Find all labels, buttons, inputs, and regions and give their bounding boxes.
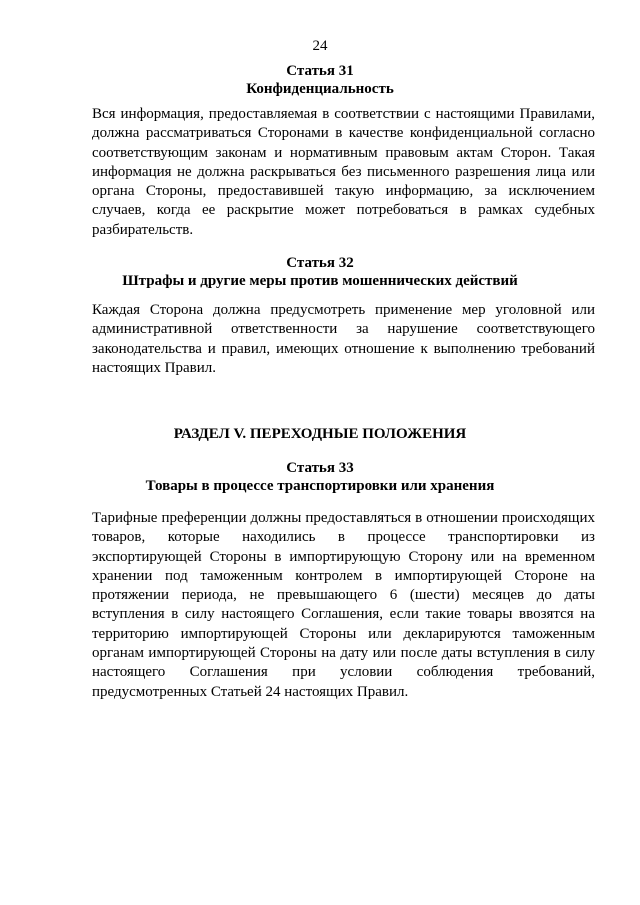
article-32-text: Каждая Сторона должна предусмотреть применение мер уголовной или административной ответственности за нарушение соответствующего законодательства и правил, имеющих отношение к выполнению требований настоящих Правил. xyxy=(92,302,595,376)
article-33-title: Товары в процессе транспортировки или хранения xyxy=(145,478,495,494)
article-32-heading xyxy=(0,254,640,290)
section-5-title: РАЗДЕЛ V. ПЕРЕХОДНЫЕ ПОЛОЖЕНИЯ xyxy=(173,426,467,442)
page-number: 24 xyxy=(312,38,328,54)
article-33-text: Тарифные преференции должны предоставляться в отношении происходящих товаров, которые находились в процессе транспортировки из экспортирующей Стороны в импортирующую Сторону или на временном хранении под таможенным контролем в импортирующей Стороне на протяжении периода, не превышающего 6 (шести) месяцев до даты вступления в силу настоящего Соглашения, если такие товары ввозятся на территорию импортирующей Стороны или декларируются таможенным органам импортирующей Стороны на дату или после даты вступления в силу настоящего Соглашения при условии соблюдения требований, предусмотренных Статьей 24 настоящих Правил. xyxy=(92,510,595,700)
article-32-title: Штрафы и другие меры против мошеннических действий xyxy=(122,273,518,289)
article-31-heading xyxy=(0,62,640,98)
article-33-number: Статья 33 xyxy=(286,460,354,476)
article-32-number: Статья 32 xyxy=(286,255,354,271)
article-33-heading xyxy=(0,459,640,495)
article-31-number: Статья 31 xyxy=(286,63,354,79)
article-31-text: Вся информация, предоставляемая в соответствии с настоящими Правилами, должна рассматриваться Сторонами в качестве конфиденциальной согласно соответствующим законам и нормативным правовым актам Сторон. Такая информация не должна раскрываться без письменного разрешения лица или органа Стороны, предоставившей такую информацию, за исключением случаев, когда ее раскрытие может потребоваться в рамках судебных разбирательств. xyxy=(92,106,595,238)
article-31-title: Конфиденциальность xyxy=(246,81,394,97)
